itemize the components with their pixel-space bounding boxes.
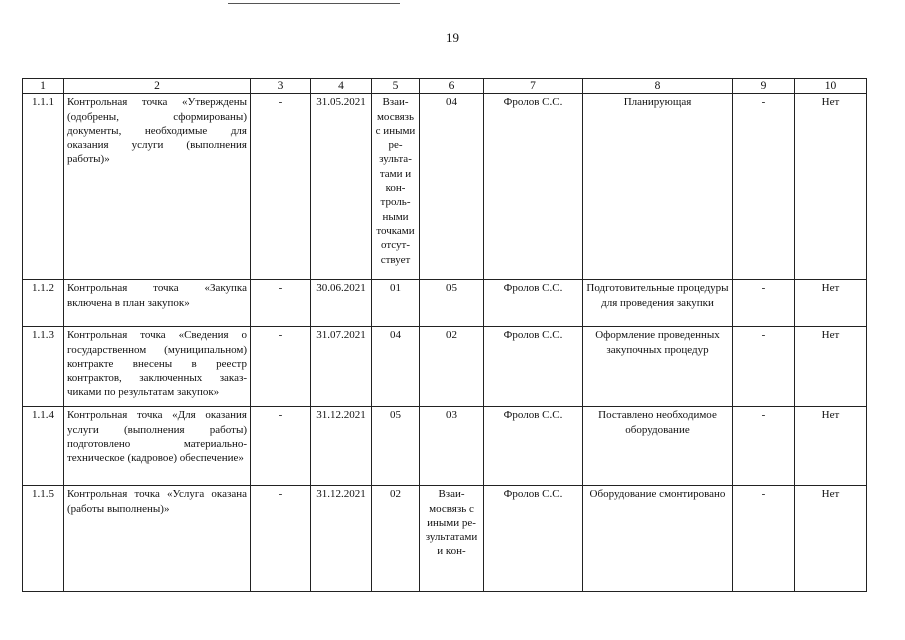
row-col3: - — [251, 327, 311, 407]
header-row — [23, 79, 867, 94]
row-number: 1.1.3 — [23, 327, 64, 407]
row-col5: 02 — [372, 486, 420, 592]
row-col6: 03 — [420, 407, 484, 486]
row-type: Подготовительные процедуры для проведения закупки — [583, 280, 733, 327]
row-responsible: Фролов С.С. — [484, 327, 583, 407]
row-number: 1.1.2 — [23, 280, 64, 327]
page-number: 19 — [446, 30, 459, 45]
control-points-table — [22, 78, 867, 592]
row-col3: - — [251, 486, 311, 592]
column-header: 10 — [795, 79, 867, 94]
column-header: 8 — [583, 79, 733, 94]
table-row — [23, 486, 867, 592]
table-row — [23, 407, 867, 486]
row-date: 31.05.2021 — [311, 94, 372, 280]
table-row — [23, 94, 867, 280]
row-responsible: Фролов С.С. — [484, 407, 583, 486]
row-col6: 04 — [420, 94, 484, 280]
row-description: Контрольная точка «Утверждены (одобрены, сформированы) документы, необходимые для оказания услуги (выполнения работы)» — [64, 94, 251, 280]
row-col9: - — [733, 486, 795, 592]
row-col3: - — [251, 280, 311, 327]
row-col6: 02 — [420, 327, 484, 407]
column-header: 6 — [420, 79, 484, 94]
row-col10: Нет — [795, 327, 867, 407]
column-header: 3 — [251, 79, 311, 94]
row-col10: Нет — [795, 280, 867, 327]
row-responsible: Фролов С.С. — [484, 280, 583, 327]
row-type: Оформление проведенных закупочных процедур — [583, 327, 733, 407]
row-col10: Нет — [795, 486, 867, 592]
row-number: 1.1.1 — [23, 94, 64, 280]
row-col9: - — [733, 94, 795, 280]
row-description: Контрольная точка «Закупка включена в план закупок» — [64, 280, 251, 327]
top-rule — [228, 3, 400, 4]
row-date: 31.12.2021 — [311, 486, 372, 592]
row-col6: 05 — [420, 280, 484, 327]
row-date: 31.12.2021 — [311, 407, 372, 486]
row-col5: 01 — [372, 280, 420, 327]
row-col5: 05 — [372, 407, 420, 486]
row-col6: Взаимосвязь с иными результатами и кон- — [420, 486, 484, 592]
row-type: Планирующая — [583, 94, 733, 280]
row-responsible: Фролов С.С. — [484, 94, 583, 280]
table-row — [23, 280, 867, 327]
column-header: 1 — [23, 79, 64, 94]
row-col5: 04 — [372, 327, 420, 407]
row-col9: - — [733, 280, 795, 327]
row-col9: - — [733, 407, 795, 486]
column-header: 4 — [311, 79, 372, 94]
row-description: Контрольная точка «Сведения о государственном (муниципальном) контракте внесены в реестр контрактов, заключенных заказчиками по результатам закупок» — [64, 327, 251, 407]
row-col3: - — [251, 407, 311, 486]
column-header: 5 — [372, 79, 420, 94]
column-header: 7 — [484, 79, 583, 94]
table-row — [23, 327, 867, 407]
row-col10: Нет — [795, 94, 867, 280]
column-header: 9 — [733, 79, 795, 94]
row-number: 1.1.4 — [23, 407, 64, 486]
row-col10: Нет — [795, 407, 867, 486]
row-col5: Взаимосвязь с иными результатами и контрольными точками отсутствует — [372, 94, 420, 280]
row-type: Оборудование смонтировано — [583, 486, 733, 592]
row-date: 30.06.2021 — [311, 280, 372, 327]
column-header: 2 — [64, 79, 251, 94]
row-number: 1.1.5 — [23, 486, 64, 592]
row-description: Контрольная точка «Для оказания услуги (выполнения работы) подготовлено материально-техническое (кадровое) обеспечение» — [64, 407, 251, 486]
row-col3: - — [251, 94, 311, 280]
row-responsible: Фролов С.С. — [484, 486, 583, 592]
row-description: Контрольная точка «Услуга оказана (работы выполнены)» — [64, 486, 251, 592]
row-col9: - — [733, 327, 795, 407]
row-type: Поставлено необходимое оборудование — [583, 407, 733, 486]
row-date: 31.07.2021 — [311, 327, 372, 407]
